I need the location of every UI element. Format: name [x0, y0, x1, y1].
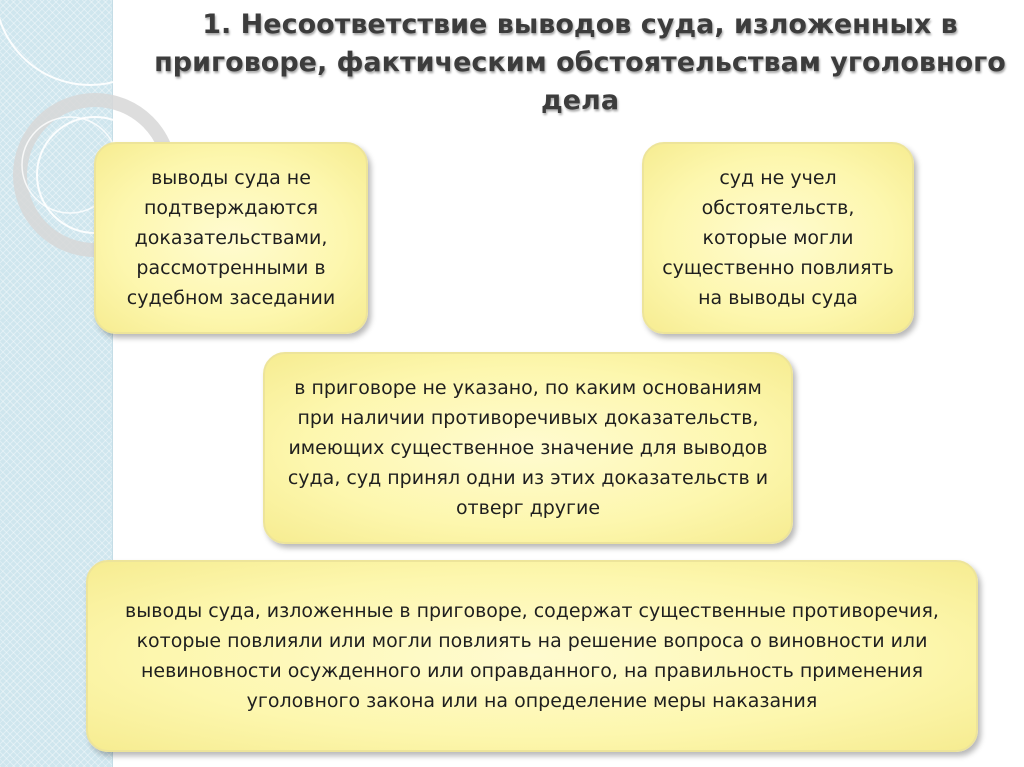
reason-box-circumstances-ignored — [642, 142, 914, 334]
reason-box-evidence-grounds — [263, 352, 793, 544]
reason-box-text: выводы суда не подтверждаются доказательствами, рассмотренными в судебном заседании — [126, 167, 336, 309]
reason-box-not-confirmed — [94, 142, 368, 334]
reason-box-contradictions — [86, 560, 978, 752]
reason-box-text: выводы суда, изложенные в приговоре, содержат существенные противоречия, которые повлияли или могли повлиять на решение вопроса о виновности или невиновности осужденного или оправданного, на правильность применения уголовного закона или на определение меры наказания — [125, 600, 939, 712]
slide-title: 1. Несоответствие выводов суда, изложенных в приговоре, фактическим обстоятельствам уголовного дела — [154, 9, 1006, 116]
reason-box-text: суд не учел обстоятельств, которые могли существенно повлиять на выводы суда — [662, 167, 894, 309]
reason-box-text: в приговоре не указано, по каким основаниям при наличии противоречивых доказательств, имеющих существенное значение для выводов суда, суд принял одни из этих доказательств и отверг другие — [287, 377, 769, 519]
